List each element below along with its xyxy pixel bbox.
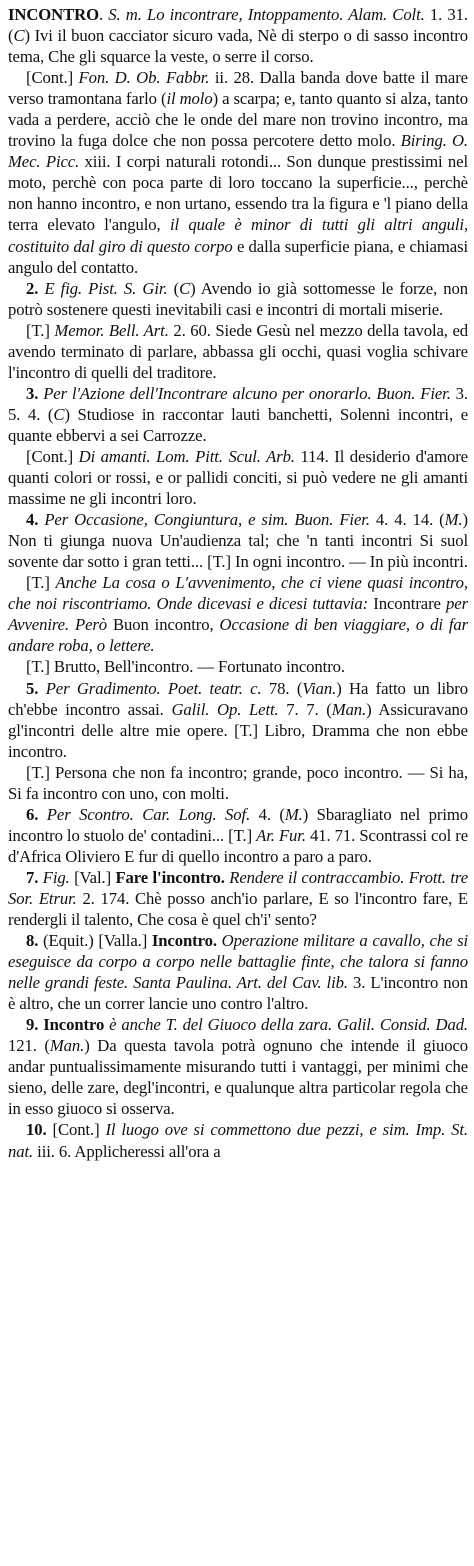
text-run: ) Ha fatto un libro ch'ebbe incontro assai. (8, 678, 468, 719)
bold-run: Fare l'incontro. (115, 867, 225, 887)
text-run: e dalla superficie piana, e chiamasi angulo del contatto. (8, 236, 469, 277)
text-run: Incontrare (368, 594, 447, 614)
italic-run: è anche T. del Giuoco della zara. Galil. Consid. Dad. (109, 1015, 469, 1035)
italic-run: Galil. Op. Lett. (171, 699, 279, 719)
sense-number: 9. (26, 1015, 44, 1035)
text-run: 1. 31. ( (8, 5, 468, 46)
headword: INCONTRO (8, 5, 99, 24)
italic-run: Fon. D. Ob. Fabbr. (78, 68, 210, 88)
bold-run: Incontro (43, 1015, 105, 1035)
sense-number: 6. (26, 804, 47, 824)
entry-sense-5 (8, 678, 468, 762)
italic-run: Di amanti. Lom. Pitt. Scul. Arb. (78, 446, 295, 466)
entry-citation (8, 320, 468, 383)
text-run: Buon incontro, (107, 615, 220, 635)
text-run: ) Avendo io già sottomesse le forze, non potrò sostenere questi inevitabili casi e incontri di mortali miserie. (8, 278, 469, 319)
italic-run: M. (284, 804, 303, 824)
sense-number: 8. (26, 931, 44, 951)
entry-sense-10 (8, 1119, 468, 1161)
text-run: 114. Il desiderio d'amore quanti colori or rossi, e or pallidi conciti, si può vedere ne gli amanti massime ne gli incontri loro. (8, 446, 468, 509)
text-run: . (99, 5, 109, 24)
italic-run: Anche La cosa o L'avvenimento, che ci viene quasi incontro, che noi riscontriamo. Onde dicevasi e dicesi tuttavia: (8, 573, 468, 614)
text-run: [T.] (26, 320, 55, 340)
text-run: 41. 71. Scontrassi col re d'Africa Oliviero E fur di quello incontro a paro a paro. (8, 825, 468, 866)
bold-run: Incontro. (151, 931, 217, 951)
text-run: [T.] (26, 573, 56, 593)
italic-run: Rendere il contraccambio. Frott. tre Sor. Etrur. (8, 867, 468, 908)
text-run: xiii. I corpi naturali rotondi... Son dunque prestissimi nel moto, perchè con poca parte di loro toccano la superficie..., perchè non hanno incontro, e non urtano, essendo tra la figura e 'l piano della terra elevato l'angulo, (8, 152, 469, 235)
text-run: 4. 4. 14. ( (369, 510, 445, 530)
italic-run: Ar. Fur. (256, 825, 306, 845)
italic-run: Man. (331, 699, 367, 719)
text-run: 2. 60. Siede Gesù nel mezzo della tavola, ed avendo terminato di parlare, abbassa gli occhi, quasi voglia schivare l'incontro di quelli del traditore. (8, 320, 468, 382)
text-run: ) Non ti giunga nuova Un'audienza tal; che 'n tanti incontri Si suol sovente dar sotto i gran tetti... [T.] In ogni incontro. — In più incontri. (8, 510, 468, 572)
text-run: 121. ( (8, 1036, 50, 1056)
italic-run: il quale è minor di tutti gli altri anguli, costituito dal giro di questo corpo (8, 215, 469, 256)
italic-run: Biring. O. Mec. Picc. (8, 131, 469, 172)
entry-sense-7 (8, 867, 468, 930)
text-run: ii. 28. Dalla banda dove batte il mare verso tramontana farlo ( (8, 68, 468, 109)
italic-run: per Avvenire. (8, 594, 468, 635)
entry-citation (8, 762, 468, 804)
text-run: iii. 6. Applicheressi all'ora a (33, 1141, 221, 1161)
italic-run: Operazione militare a cavallo, che si eseguisce da corpo a corpo nelle battaglie finte, che talora si fanno nelle grandi feste. Santa Paulina. Art. del Cav. lib. (8, 931, 469, 993)
sense-number: 7. (26, 867, 43, 887)
entry-sense-9 (8, 1014, 468, 1119)
italic-run: il molo (166, 89, 213, 109)
text-run: ) Assicuravano gl'incontri delle altre mie opere. [T.] Libro, Dramma che non ebbe incontro. (8, 699, 468, 761)
italic-run: Per Occasione, Congiuntura, e sim. Buon. Fier. (44, 510, 370, 530)
text-run: ( (167, 278, 180, 298)
text-run: ) a scarpa; e, tanto quanto si alza, tanto vada a perdere, acciò che le onde del mare non trovino incontro, ma trovino la fuga dolce che non possa percotere detto molo. (8, 89, 468, 151)
italic-run: Per l'Azione dell'Incontrare alcuno per onorarlo. Buon. Fier. (43, 383, 451, 403)
italic-run: M. (444, 510, 463, 530)
text-run: [Cont.] (26, 68, 79, 88)
text-run: ) Da questa tavola potrà ognuno che intende il giuoco andar puntualissimamente misurando tutti i vantaggi, per minimi che sieno, delle zare, degl'incontri, e qualunque altra particolar regola che in esso giuoco si osserva. (8, 1036, 468, 1119)
italic-run: Occasione di ben viaggiare, o di far andare roba, o lettere. (8, 615, 468, 656)
text-run: [Cont.] (26, 446, 79, 466)
italic-run: Memor. Bell. Art. (54, 320, 169, 340)
sense-number: 4. (26, 510, 45, 530)
text-run: 3. L'incontro non è altro, che un correr lancie uno contro l'altro. (8, 973, 468, 1014)
sense-number: 2. (26, 278, 45, 298)
entry-citation (8, 656, 468, 677)
sense-number: 3. (26, 383, 44, 403)
text-run: [T.] Persona che non fa incontro; grande, poco incontro. — Si ha, Si fa incontro con uno, con molti. (8, 762, 468, 803)
text-run: ) Sbaragliato nel primo incontro lo stuolo de' contadini... [T.] (8, 804, 468, 845)
entry-sense-4 (8, 509, 468, 572)
sense-number: 10. (26, 1120, 53, 1140)
text-run: [T.] Brutto, Bell'incontro. — Fortunato incontro. (26, 657, 345, 677)
text-run: [Cont.] (52, 1120, 106, 1140)
text-run: ) Ivi il buon cacciator sicuro vada, Nè di sterpo o di sasso incontro tema, Che gli squarce la veste, o serre il corso. (8, 26, 468, 67)
entry-definition (8, 4, 468, 67)
entry-sense-2 (8, 278, 468, 320)
text-run: 2. 174. Chè posso anch'io parlare, E so l'incontro fare, E rendergli il talento, Che cosa è quel ch'i' sento? (8, 888, 468, 930)
entry-sense-8 (8, 930, 468, 1014)
italic-run: C (53, 404, 65, 424)
entry-sense-6 (8, 804, 468, 867)
sense-number: 5. (26, 678, 46, 698)
entry-citation (8, 446, 468, 509)
entry-sense-3 (8, 383, 468, 446)
italic-run: Il luogo ove si commettono due pezzi, e sim. Imp. St. nat. (8, 1120, 468, 1161)
italic-run: Per Scontro. Car. Long. Sof. (46, 804, 251, 824)
italic-run: C (13, 26, 25, 46)
italic-run: Però (74, 615, 108, 635)
entry-citation (8, 67, 468, 277)
text-run: 4. ( (250, 804, 285, 824)
text-run: (Equit.) [Valla.] (43, 931, 152, 951)
italic-run: Man. (49, 1036, 85, 1056)
text-run: ) Studiose in raccontar lauti banchetti, Solenni incontri, e quante ebbervi a sei Carrozze. (8, 404, 469, 445)
italic-run: S. m. Lo incontrare, Intoppamento. Alam. Colt. (108, 5, 425, 24)
entry-citation (8, 572, 468, 656)
text-run: 78. ( (261, 678, 303, 698)
italic-run: Per Gradimento. Poet. teatr. c. (45, 678, 262, 698)
text-run: [Val.] (69, 867, 116, 887)
italic-run: C (179, 278, 191, 298)
italic-run: E fig. Pist. S. Gir. (44, 278, 168, 298)
text-run: 3. 5. 4. ( (8, 383, 468, 424)
text-run: 7. 7. ( (278, 699, 332, 719)
italic-run: Fig. (42, 867, 70, 887)
italic-run: Vian. (302, 678, 337, 698)
